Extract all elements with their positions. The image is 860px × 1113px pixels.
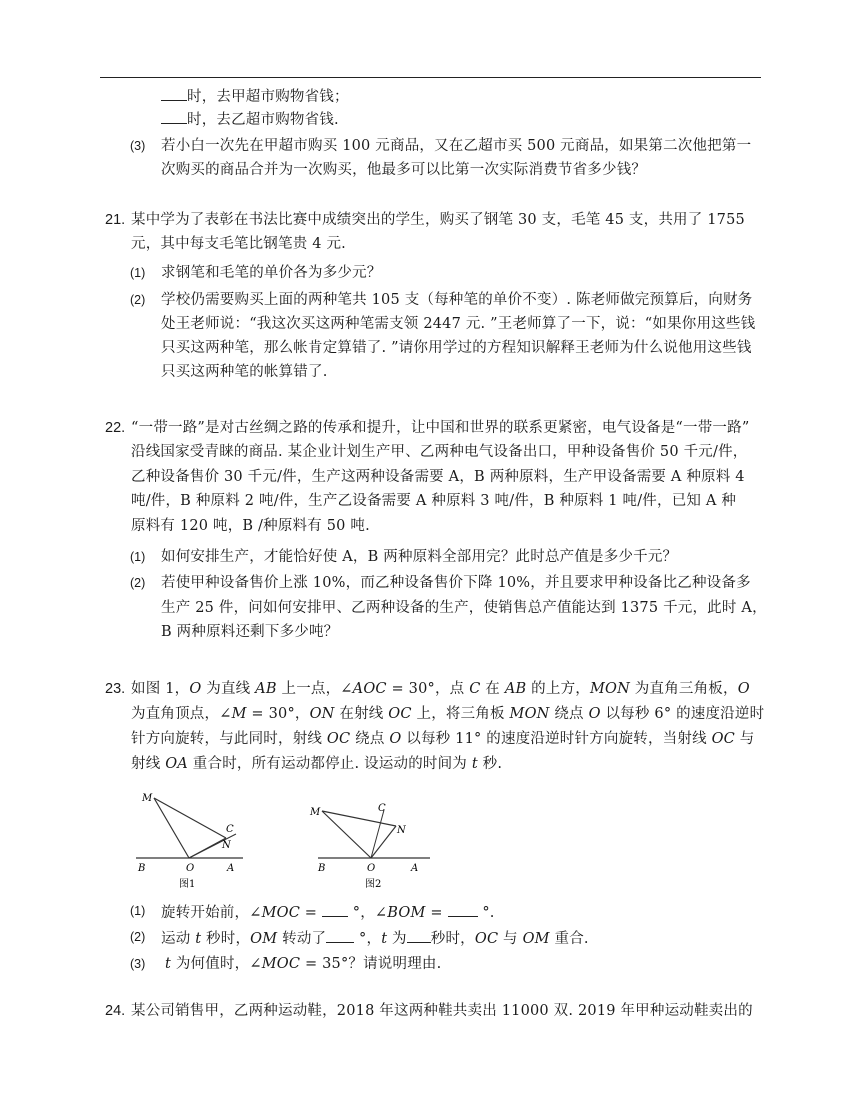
- q21-sub1-label: (1): [130, 266, 146, 280]
- q21-sub2-line-1: 学校仍需要购买上面的两种笔共 105 支（每种笔的单价不变）. 陈老师做完预算后，向财务: [161, 292, 753, 308]
- fig2-segment-om: [322, 811, 371, 858]
- q23-sub3-text: t 为何值时，∠MOC = 35°？请说明理由.: [165, 956, 442, 972]
- q21-sub2-line-2: 处王老师说：“我这次买这两种笔需支领 2447 元. ”王老师算了一下，说：“如果你用这些钱: [161, 316, 756, 332]
- q21-sub2-line-3: 只买这两种笔，那么帐肯定算错了. ”请你用学过的方程知识解释王老师为什么说他用这些钱: [161, 340, 752, 356]
- q22-line-5: 原料有 120 吨，B /种原料有 50 吨.: [131, 518, 370, 534]
- q23-line-4: 射线 OA 重合时，所有运动都停止. 设运动的时间为 t 秒.: [131, 756, 503, 772]
- fig1-caption: 图1: [179, 879, 196, 890]
- fig2-label-n: N: [397, 825, 406, 836]
- q22-sub1-label: (1): [130, 550, 146, 564]
- q23-sub1-label: (1): [130, 904, 146, 918]
- fig2-label-m: M: [310, 807, 321, 818]
- q21-line-1: 某中学为了表彰在书法比赛中成绩突出的学生，购买了钢笔 30 支，毛笔 45 支，共用了 1755: [131, 212, 745, 228]
- fig2-label-b: B: [318, 863, 326, 874]
- q22-line-1: “一带一路”是对古丝绸之路的传承和提升，让中国和世界的联系更紧密，电气设备是“一带一路”: [131, 420, 750, 436]
- q20-fill-line-1: 时，去甲超市购物省钱；: [161, 85, 349, 107]
- q23-line-1: 如图 1，O 为直线 AB 上一点，∠AOC = 30°，点 C 在 AB 的上方，MON 为直角三角板，O: [131, 681, 750, 697]
- figure-1: [133, 788, 245, 892]
- answer-blank-moc[interactable]: [322, 901, 348, 917]
- fig2-segment-on: [371, 826, 396, 858]
- q21-line-2: 元，其中每支毛笔比钢笔贵 4 元.: [131, 236, 346, 252]
- fig1-segment-om: [154, 798, 189, 858]
- q20-sub3-line-1: 若小白一次先在甲超市购买 100 元商品，又在乙超市买 500 元商品，如果第二次他把第一: [161, 138, 752, 154]
- figure-2: [306, 800, 432, 892]
- fig2-label-c: C: [378, 803, 386, 814]
- fig2-label-a: A: [411, 863, 419, 874]
- fig1-label-a: A: [227, 863, 235, 874]
- q22-sub2-line-1: 若使甲种设备售价上涨 10%，而乙种设备售价下降 10%，并且要求甲种设备比乙种设备多: [161, 575, 751, 591]
- fig1-segment-mn: [154, 798, 226, 838]
- q20-sub3-label: (3): [130, 139, 146, 153]
- answer-blank-bom[interactable]: [448, 901, 478, 917]
- q20-fill-line-2: 时，去乙超市购物省钱.: [161, 108, 339, 130]
- q23-number: 23.: [105, 681, 126, 697]
- q23-line-3: 针方向旋转，与此同时，射线 OC 绕点 O 以每秒 11° 的速度沿逆时针方向旋转，当射线 OC 与: [131, 731, 755, 747]
- header-rule: [100, 77, 761, 78]
- answer-blank[interactable]: [161, 85, 187, 101]
- q23-sub1-text: 旋转开始前，∠MOC = °，∠BOM = °.: [161, 901, 495, 923]
- fig2-label-o: O: [367, 863, 376, 874]
- q22-line-3: 乙种设备售价 30 千元/件，生产这两种设备需要 A，B 两种原料，生产甲设备需要 A 种原料 4: [131, 469, 745, 485]
- q22-line-4: 吨/件，B 种原料 2 吨/件，生产乙设备需要 A 种原料 3 吨/件，B 种原料 1 吨/件，已知 A 种: [131, 493, 737, 509]
- q22-sub2-line-3: B 两种原料还剩下多少吨？: [161, 624, 339, 640]
- q22-sub1-text: 如何安排生产，才能恰好使 A，B 两种原料全部用完？此时总产值是多少千元？: [161, 549, 678, 565]
- q22-sub2-line-2: 生产 25 件，问如何安排甲、乙两种设备的生产，使销售总产值能达到 1375 千元，此时 A，: [161, 600, 767, 616]
- q23-sub2-text: 运动 t 秒时，OM 转动了 °，t 为 秒时，OC 与 OM 重合.: [161, 927, 589, 949]
- fig1-label-c: C: [226, 824, 234, 835]
- fig1-label-o: O: [186, 863, 195, 874]
- fig1-label-n: N: [222, 840, 231, 851]
- q21-sub1-text: 求钢笔和毛笔的单价各为多少元？: [161, 265, 382, 281]
- q23-line-2: 为直角顶点，∠M = 30°，ON 在射线 OC 上，将三角板 MON 绕点 O 以每秒 6° 的速度沿逆时: [131, 706, 765, 722]
- fig1-label-m: M: [142, 793, 153, 804]
- answer-blank-t-value[interactable]: [407, 927, 431, 943]
- fig2-caption: 图2: [365, 879, 382, 890]
- q24-line-1: 某公司销售甲，乙两种运动鞋，2018 年这两种鞋共卖出 11000 双. 2019 年甲种运动鞋卖出的: [131, 1003, 753, 1019]
- q23-sub3-label: (3): [130, 957, 146, 971]
- q22-number: 22.: [105, 420, 126, 436]
- answer-blank-om-angle[interactable]: [326, 927, 354, 943]
- q24-number: 24.: [105, 1003, 126, 1019]
- q22-sub2-label: (2): [130, 576, 146, 590]
- q21-sub2-label: (2): [130, 293, 146, 307]
- answer-blank[interactable]: [161, 108, 187, 124]
- q21-number: 21.: [105, 212, 126, 228]
- fig1-label-b: B: [138, 863, 146, 874]
- q20-sub3-line-2: 次购买的商品合并为一次购买，他最多可以比第一次实际消费节省多少钱？: [161, 162, 647, 178]
- q23-sub2-label: (2): [130, 930, 146, 944]
- q21-sub2-line-4: 只买这两种笔的帐算错了.: [161, 364, 328, 380]
- q22-line-2: 沿线国家受青睐的商品. 某企业计划生产甲、乙两种电气设备出口，甲种设备售价 50 千元/件，: [131, 444, 748, 460]
- fig2-ray-oc: [371, 810, 384, 858]
